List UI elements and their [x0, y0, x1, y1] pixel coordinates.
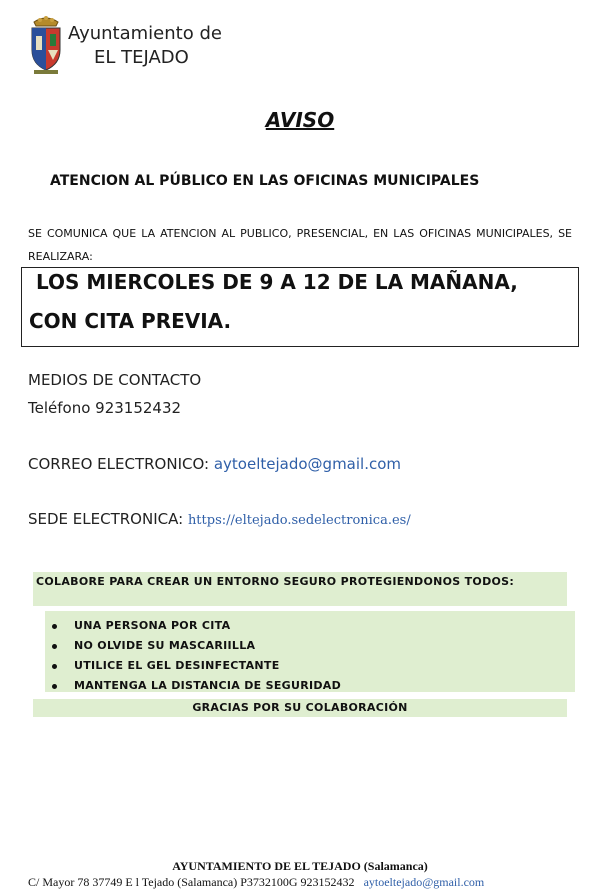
org-name-line2: EL TEJADO — [94, 47, 189, 68]
list-item — [45, 636, 575, 656]
list-item — [45, 676, 575, 696]
notice-intro: SE COMUNICA QUE LA ATENCION AL PUBLICO, PRESENCIAL, EN LAS OFICINAS MUNICIPALES, SE REALIZARA: — [28, 227, 572, 263]
sede-row — [28, 510, 411, 528]
footer-address-row — [28, 875, 484, 890]
sede-label: SEDE ELECTRONICA: — [28, 510, 184, 528]
schedule-line-1: LOS MIERCOLES DE 9 A 12 DE LA MAÑANA, — [36, 270, 518, 294]
sede-link[interactable]: https://eltejado.sedelectronica.es/ — [187, 513, 411, 528]
coat-of-arms-logo — [26, 12, 66, 78]
safety-heading: COLABORE PARA CREAR UN ENTORNO SEGURO PROTEGIENDONOS TODOS: — [33, 572, 567, 606]
list-item-text: UNA PERSONA POR CITA — [74, 619, 231, 632]
notice-subtitle: ATENCION AL PÚBLICO EN LAS OFICINAS MUNICIPALES — [50, 173, 480, 189]
bullet-icon — [52, 644, 57, 649]
notice-title: AVISO — [265, 108, 335, 132]
organization-name — [68, 22, 222, 70]
bullet-icon — [52, 624, 57, 629]
list-item — [45, 656, 575, 676]
footer-address: C/ Mayor 78 37749 E l Tejado (Salamanca) P3732100G 923152432 — [28, 875, 355, 889]
email-row — [28, 455, 401, 473]
contact-phone: Teléfono 923152432 — [28, 399, 182, 417]
email-label: CORREO ELECTRONICO: — [28, 455, 210, 473]
safety-list — [45, 611, 575, 692]
schedule-line-2: CON CITA PREVIA. — [29, 309, 232, 333]
schedule-box — [21, 267, 579, 347]
list-item-text: MANTENGA LA DISTANCIA DE SEGURIDAD — [74, 679, 342, 692]
list-item — [45, 616, 575, 636]
footer-organization: AYUNTAMIENTO DE EL TEJADO (Salamanca) — [172, 859, 428, 873]
org-name-line1: Ayuntamiento de — [68, 23, 222, 44]
list-item-text: NO OLVIDE SU MASCARIILLA — [74, 639, 256, 652]
email-link[interactable]: aytoeltejado@gmail.com — [213, 455, 402, 473]
list-item-text: UTILICE EL GEL DESINFECTANTE — [74, 659, 280, 672]
contact-heading: MEDIOS DE CONTACTO — [28, 371, 202, 389]
bullet-icon — [52, 684, 57, 689]
footer-email-link[interactable]: aytoeltejado@gmail.com — [363, 875, 485, 889]
thanks-banner: GRACIAS POR SU COLABORACIÓN — [33, 699, 567, 717]
bullet-icon — [52, 664, 57, 669]
